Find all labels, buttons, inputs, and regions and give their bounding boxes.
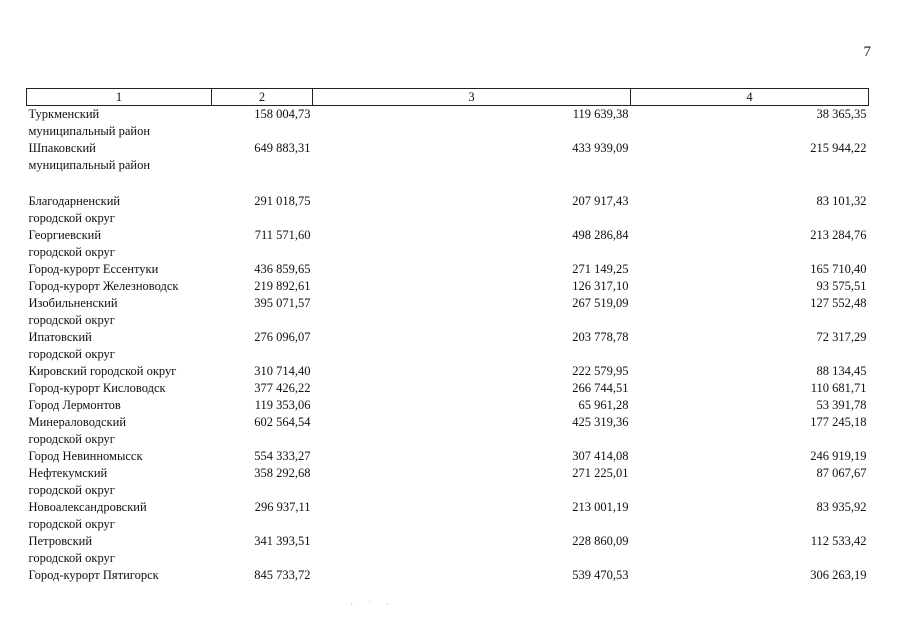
row-value-c2: 119 353,06	[254, 398, 311, 412]
row-name-cell	[27, 106, 212, 141]
row-name-line: муниципальный район	[28, 124, 151, 138]
row-value-c2: 310 714,40	[254, 364, 311, 378]
row-name-cell	[27, 397, 212, 414]
row-name-cell	[27, 193, 212, 227]
row-value-c4: 72 317,29	[816, 330, 867, 344]
column-header-2: 2	[212, 89, 313, 106]
row-name-line: Благодарненский	[28, 194, 121, 208]
row-value-c4: 38 365,35	[816, 107, 867, 121]
row-name-cell	[27, 499, 212, 533]
row-value-c4: 246 919,19	[810, 449, 867, 463]
row-value-c2: 602 564,54	[254, 415, 311, 429]
row-value-c4: 165 710,40	[810, 262, 867, 276]
table-row	[27, 227, 869, 261]
row-name-line: Кировский городской округ	[28, 364, 177, 378]
row-name-cell	[27, 261, 212, 278]
row-value-c2: 296 937,11	[254, 500, 311, 514]
row-name-cell	[27, 380, 212, 397]
row-value-c3: 425 319,36	[572, 415, 629, 429]
row-name-line: Город Невинномысск	[28, 449, 143, 463]
row-name-line: городской округ	[28, 347, 115, 361]
row-value-c4: 213 284,76	[810, 228, 867, 242]
column-header-1: 1	[27, 89, 212, 106]
scan-noise: · ˙ ·	[350, 600, 395, 611]
row-name-line: Шпаковский	[28, 141, 96, 155]
row-name-line: Город-курорт Ессентуки	[28, 262, 159, 276]
table-row	[27, 414, 869, 448]
row-value-c3: 271 225,01	[572, 466, 629, 480]
table-row	[27, 140, 869, 174]
table-row	[27, 106, 869, 141]
row-value-c4: 306 263,19	[810, 568, 867, 582]
row-value-c3: 119 639,38	[572, 107, 629, 121]
row-value-c2: 291 018,75	[254, 194, 311, 208]
row-value-c2: 341 393,51	[254, 534, 311, 548]
row-value-c4: 110 681,71	[810, 381, 867, 395]
row-value-c2: 358 292,68	[254, 466, 311, 480]
row-name-line: Город-курорт Железноводск	[28, 279, 179, 293]
table-row	[27, 380, 869, 397]
row-value-c4: 83 101,32	[816, 194, 867, 208]
table-row	[27, 533, 869, 567]
row-value-c2: 845 733,72	[254, 568, 311, 582]
table-row	[27, 278, 869, 295]
table-row	[27, 261, 869, 278]
row-value-c4: 127 552,48	[810, 296, 867, 310]
row-value-c4: 177 245,18	[810, 415, 867, 429]
row-name-cell	[27, 295, 212, 329]
row-name-line: городской округ	[28, 483, 115, 497]
budget-table	[26, 88, 869, 584]
row-value-c4: 93 575,51	[816, 279, 867, 293]
row-name-line: Город Лермонтов	[28, 398, 121, 412]
row-value-c2: 276 096,07	[254, 330, 311, 344]
row-value-c4: 215 944,22	[810, 141, 867, 155]
row-value-c3: 65 961,28	[578, 398, 629, 412]
row-value-c3: 307 414,08	[572, 449, 629, 463]
row-value-c3: 222 579,95	[572, 364, 629, 378]
row-name-line: Изобильненский	[28, 296, 118, 310]
row-name-line: муниципальный район	[28, 158, 151, 172]
row-value-c2: 649 883,31	[254, 141, 311, 155]
row-value-c3: 271 149,25	[572, 262, 629, 276]
table-row	[27, 329, 869, 363]
row-value-c2: 711 571,60	[254, 228, 311, 242]
row-name-cell	[27, 448, 212, 465]
table-row	[27, 397, 869, 414]
row-name-line: Петровский	[28, 534, 93, 548]
table-row	[27, 499, 869, 533]
row-value-c3: 433 939,09	[572, 141, 629, 155]
table-row	[27, 363, 869, 380]
row-value-c3: 126 317,10	[572, 279, 629, 293]
row-value-c2: 395 071,57	[254, 296, 311, 310]
table-row	[27, 465, 869, 499]
row-name-line: городской округ	[28, 313, 115, 327]
row-value-c4: 53 391,78	[816, 398, 867, 412]
row-name-line: Ипатовский	[28, 330, 92, 344]
row-value-c4: 83 935,92	[816, 500, 867, 514]
row-name-line: городской округ	[28, 432, 115, 446]
row-name-cell	[27, 567, 212, 584]
row-value-c3: 213 001,19	[572, 500, 629, 514]
column-header-4: 4	[631, 89, 869, 106]
row-name-cell	[27, 533, 212, 567]
spacer-cell	[27, 174, 869, 193]
row-name-cell	[27, 465, 212, 499]
row-value-c3: 266 744,51	[572, 381, 629, 395]
row-name-cell	[27, 227, 212, 261]
row-name-line: Георгиевский	[28, 228, 102, 242]
table-row	[27, 567, 869, 584]
row-value-c3: 539 470,53	[572, 568, 629, 582]
page-number: 7	[863, 44, 871, 60]
row-value-c3: 228 860,09	[572, 534, 629, 548]
row-name-line: городской округ	[28, 211, 115, 225]
row-name-cell	[27, 140, 212, 174]
row-name-line: Туркменский	[28, 107, 100, 121]
row-value-c4: 87 067,67	[816, 466, 867, 480]
row-name-line: Город-курорт Кисловодск	[28, 381, 166, 395]
row-value-c3: 207 917,43	[572, 194, 629, 208]
row-name-line: городской округ	[28, 551, 115, 565]
row-value-c2: 377 426,22	[254, 381, 311, 395]
row-name-line: Нефтекумский	[28, 466, 108, 480]
row-value-c3: 498 286,84	[572, 228, 629, 242]
table-body	[27, 106, 869, 585]
row-name-line: Минераловодский	[28, 415, 127, 429]
spacer-row	[27, 174, 869, 193]
row-value-c2: 436 859,65	[254, 262, 311, 276]
row-value-c2: 554 333,27	[254, 449, 311, 463]
table-header-row	[27, 89, 869, 106]
row-name-line: городской округ	[28, 245, 115, 259]
column-header-3: 3	[313, 89, 631, 106]
row-name-line: городской округ	[28, 517, 115, 531]
row-value-c4: 112 533,42	[810, 534, 867, 548]
row-name-cell	[27, 278, 212, 295]
row-name-line: Город-курорт Пятигорск	[28, 568, 159, 582]
row-name-cell	[27, 363, 212, 380]
row-name-line: Новоалександровский	[28, 500, 147, 514]
table-row	[27, 193, 869, 227]
table-row	[27, 448, 869, 465]
row-name-cell	[27, 414, 212, 448]
row-value-c3: 203 778,78	[572, 330, 629, 344]
row-name-cell	[27, 329, 212, 363]
row-value-c4: 88 134,45	[816, 364, 867, 378]
table-row	[27, 295, 869, 329]
row-value-c2: 158 004,73	[254, 107, 311, 121]
row-value-c3: 267 519,09	[572, 296, 629, 310]
row-value-c2: 219 892,61	[254, 279, 311, 293]
